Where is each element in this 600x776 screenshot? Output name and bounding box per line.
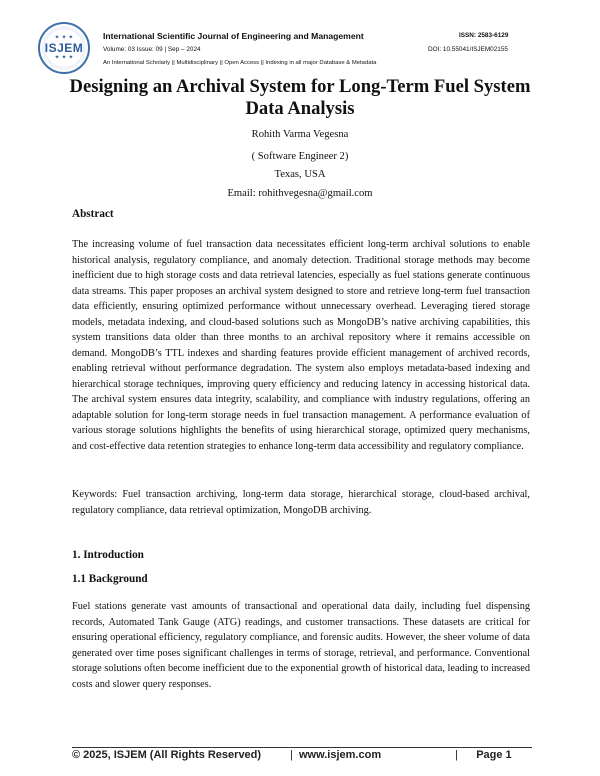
author-name: Rohith Varma Vegesna <box>251 129 349 140</box>
paper-title: Designing an Archival System for Long-Term Fuel System Data Analysis <box>69 76 531 119</box>
logo-dots-icon: ✦ ✦ ✦ <box>54 34 74 41</box>
footer-separator: | <box>455 749 458 761</box>
footer-copyright: © 2025, ISJEM (All Rights Reserved) <box>72 749 262 761</box>
logo-text: ISJEM <box>44 41 84 55</box>
abstract-text: The increasing volume of fuel transaction data necessitates efficient long-term archival solutions to enable historical analysis, regulatory compliance, and anomaly detection. Traditional storage methods may become inefficient due to high storage costs and data retrieval latencies, especially as fuel stations generate continuous data streams. This paper proposes an archival system designed to store and retrieve long-term fuel transaction data efficiently, ensuring optimized performance without unnecessary overhead. Leveraging tiered storage models, metadata indexing, and cloud-based solutions such as MongoDB’s native archiving capabilities, this system transitions data older than three months to an archival repository where it remains accessible on demand. MongoDB’s TTL indexes and sharding features provide efficient management of archived records, enabling retrieval without performance degradation. The system also employs metadata-based indexing and hierarchical storage techniques, improving query efficiency and reducing latency in accessing historical data. The archival system ensures data integrity, scalability, and compliance with industry regulations, offering an adaptable solution for long-term storage needs in fuel transaction management. A performance evaluation of various storage solutions highlights the benefits of using hierarchical storage, optimized query mechanisms, and cost-effective data retention strategies to enhance long-term data accessibility and regulatory compliance. <box>72 239 530 452</box>
section-heading-introduction: 1. Introduction <box>72 549 144 561</box>
subsection-heading-background: 1.1 Background <box>72 573 148 585</box>
keywords: Keywords: Fuel transaction archiving, long-term data storage, hierarchical storage, cloud-based archival, regulatory compliance, data retrieval optimization, MongoDB archiving. <box>72 489 530 516</box>
author-location: Texas, USA <box>274 169 326 180</box>
page-number: Page 1 <box>476 749 512 761</box>
abstract-heading: Abstract <box>72 208 114 220</box>
author-email: Email: rohithvegesna@gmail.com <box>227 188 373 199</box>
journal-name: International Scientific Journal of Engineering and Management <box>103 31 364 41</box>
journal-logo <box>38 22 90 74</box>
logo-dots-icon: ✦ ✦ ✦ <box>54 54 74 61</box>
doi: DOI: 10.55041/ISJEM02155 <box>428 46 508 53</box>
volume-issue: Volume: 03 Issue: 09 | Sep – 2024 <box>103 46 201 53</box>
background-text: Fuel stations generate vast amounts of transactional and operational data daily, including fuel dispensing records, Automated Tank Gauge (ATG) readings, and customer transactions. These datasets are critical for ensuring operational efficiency, regulatory compliance, and forensic audits. However, the sheer volume of data generated over time poses significant challenges in terms of storage, retrieval, and performance. Conventional storage solutions often become inefficient due to the exponential growth of historical data, leading to increased costs and slower query responses. <box>72 601 530 690</box>
footer-website <box>290 749 381 761</box>
author-role: ( Software Engineer 2) <box>251 151 349 162</box>
issn: ISSN: 2583-6129 <box>459 32 509 39</box>
journal-header <box>0 0 600 80</box>
footer-separator: | <box>290 749 293 761</box>
footer-page <box>455 749 512 761</box>
footer-website-link[interactable]: www.isjem.com <box>298 749 382 761</box>
journal-tagline: An International Scholarly || Multidisciplinary || Open Access || Indexing in all major Database & Metadata <box>103 60 377 66</box>
page-footer <box>72 747 532 761</box>
